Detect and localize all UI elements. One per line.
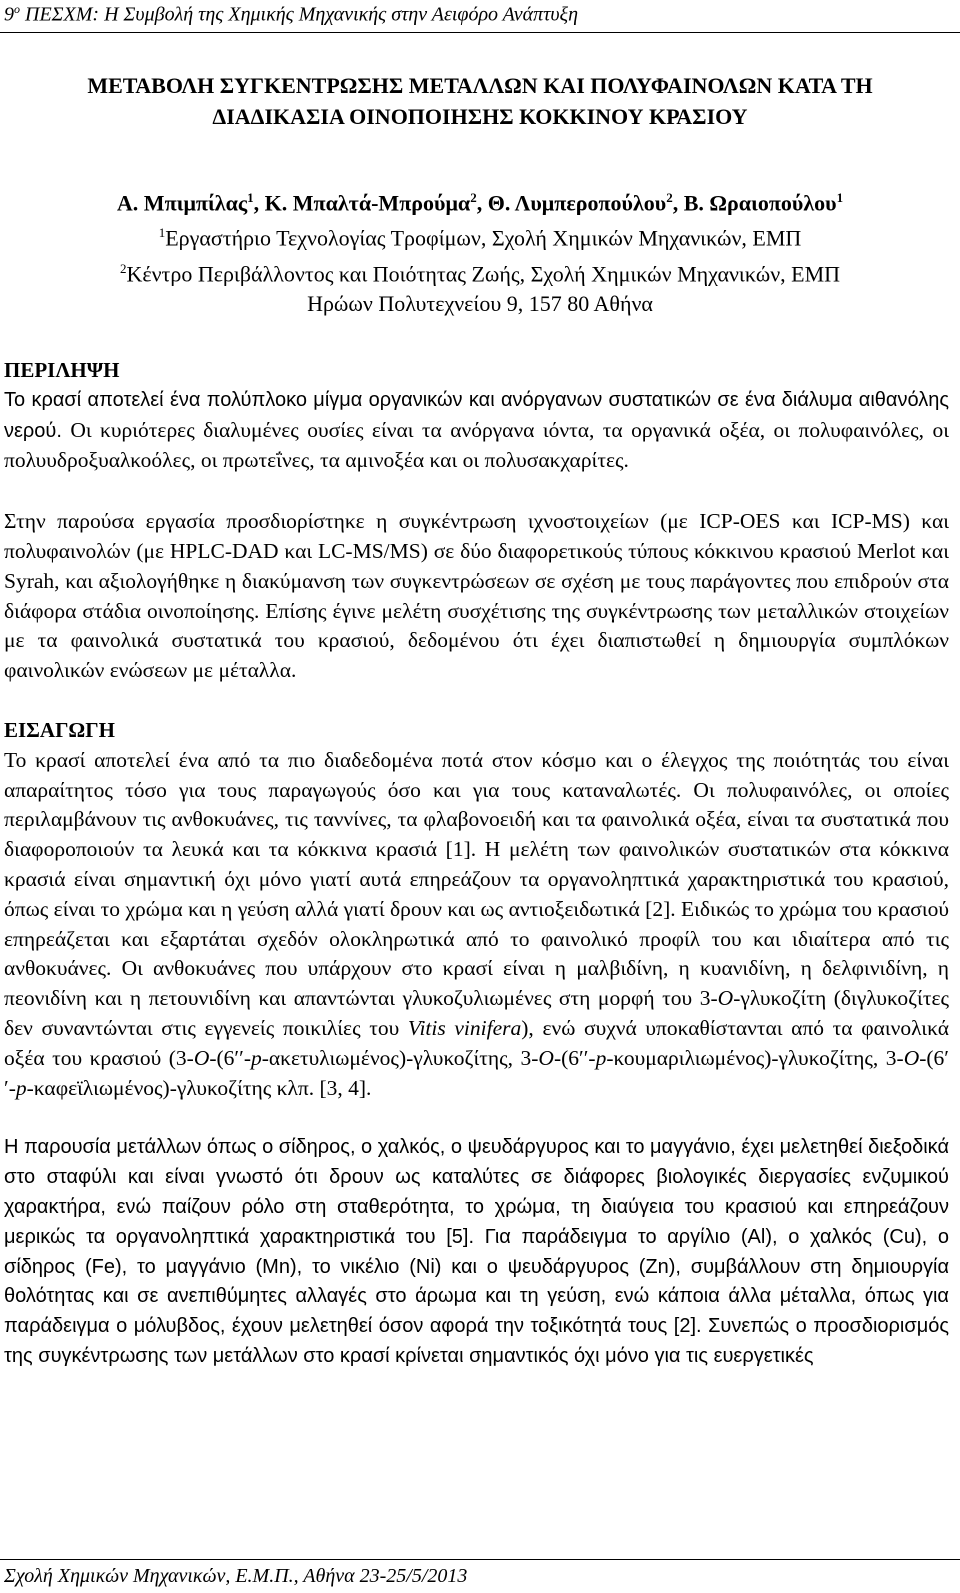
italic-o-1: O: [717, 986, 734, 1011]
italic-p-3: p: [15, 1075, 27, 1100]
author-4: , Β. Ωραιοπούλου: [672, 190, 837, 216]
header-text: ΠΕΣΧΜ: Η Συμβολή της Χημικής Μηχανικής στην Αειφόρο Ανάπτυξη: [20, 3, 579, 26]
footer-divider: [0, 1559, 960, 1560]
intro-p1-b: Οι πολυφαινόλες, οι οποίες περιλαμβάνουν τις ανθοκυάνες, τις ταννίνες, τα φλαβονοειδή και τα φαινολικά οξέα, είναι τα συστατικά που διαφοροποιούν τα λευκά και τα κόκκινα κρασιά [1]. Η μελέτη των φαινολικών συστατικών στα κόκκινα κρασιά είναι σημαντική όχι μόνο γιατί αυτά επηρεάζουν τα οργανοληπτικά χαρακτηριστικά του κρασιού, όπως είναι το χρώμα και η γεύση αλλά γιατί δρουν και ως αντιοξειδωτικά [2]. Ειδικώς το χρώμα του κρασιού επηρεάζεται και εξαρτάται σχεδόν ολοκληρωτικά από το φαινολικό προφίλ του και ιδιαίτερα από τις ανθοκυάνες. Οι ανθοκυάνες που υπάρχουν στο κρασί είναι η μαλβιδίνη, η κυανιδίνη, η δελφινιδίνη, η πεονιδίνη και η πετουνιδίνη και απαντώνται γλυκοζυλιωμένες στη μορφή του 3-: [4, 777, 949, 1011]
intro-p1-h: -κουμαριλιωμένος)-γλυκοζίτης, 3-: [606, 1045, 904, 1070]
affiliation-2-text: Κέντρο Περιβάλλοντος και Ποιότητας Ζωής, Σχολή Χημικών Μηχανικών, ΕΜΠ: [126, 260, 841, 286]
species-name: Vitis vinifera: [407, 1015, 522, 1040]
italic-o-3: O: [538, 1045, 554, 1070]
intro-p1-f: -ακετυλιωμένος)-γλυκοζίτης, 3-: [261, 1045, 539, 1070]
italic-o-2: O: [193, 1045, 210, 1070]
intro-p1-e: -(6′′-: [209, 1045, 251, 1070]
running-header: [4, 2, 578, 27]
title-line-2: ΔΙΑΔΙΚΑΣΙΑ ΟΙΝΟΠΟΙΗΣΗΣ ΚΟΚΚΙΝΟΥ ΚΡΑΣΙΟΥ: [212, 104, 748, 129]
author-3: , Θ. Λυμπεροπούλου: [476, 190, 667, 216]
running-footer: Σχολή Χημικών Μηχανικών, Ε.Μ.Π., Αθήνα 23-25/5/2013: [4, 1565, 468, 1587]
address: Ηρώων Πολυτεχνείου 9, 157 80 Αθήνα: [307, 290, 653, 316]
author-2: , Κ. Μπαλτά-Μπρούμα: [253, 190, 471, 216]
intro-p1-j: -καφεϊλιωμένος)-γλυκοζίτης κλπ. [3, 4].: [26, 1075, 372, 1100]
intro-p1-a: Το κρασί αποτελεί ένα από τα πιο διαδεδομένα ποτά στον κόσμο και ο έλεγχος της ποιότητάς του είναι απαραίτητος τόσο για τους παραγωγούς όσο και για τους καταναλωτές.: [4, 747, 949, 802]
author-4-affiliation: 1: [836, 190, 844, 205]
paper-body: [4, 356, 949, 1372]
paragraph-gap: [4, 686, 949, 716]
italic-p-2: p: [595, 1045, 607, 1070]
title-line-1: ΜΕΤΑΒΟΛΗ ΣΥΓΚΕΝΤΡΩΣΗΣ ΜΕΤΑΛΛΩΝ ΚΑΙ ΠΟΛΥΦΑΙΝΟΛΩΝ ΚΑΤΑ ΤΗ: [87, 73, 873, 98]
header-number: 9: [4, 3, 14, 26]
paragraph-gap: [4, 477, 949, 507]
header-divider: [0, 32, 960, 33]
abstract-paragraph-1: [4, 386, 949, 477]
affiliation-2-marker: 2: [119, 260, 127, 276]
paragraph-gap: [4, 1103, 949, 1133]
affiliation-2: [0, 254, 960, 289]
intro-p1-g: -(6′′-: [553, 1045, 596, 1070]
introduction-paragraph-2: Η παρουσία μετάλλων όπως ο σίδηρος, ο χαλκός, ο ψευδάργυρος και το μαγγάνιο, έχει μελετηθεί διεξοδικά στο σταφύλι και είναι γνωστό ότι δρουν ως καταλύτες σε διάφορες βιολογικές διεργασίες ενζυμικού χαρακτήρα, ενώ παίζουν ρόλο στη σταθερότητα, το χρώμα, τη διαύγεια του κρασιού και επηρεάζουν μερικώς τα οργανοληπτικά χαρακτηριστικά του [5]. Για παράδειγμα το αργίλιο (Al), ο χαλκός (Cu), ο σίδηρος (Fe), το μαγγάνιο (Mn), το νικέλιο (Ni) και ο ψευδάργυρος (Zn), συμβάλλουν στη δημιουργία θολότητας και σε ανεπιθύμητες αλλαγές στο άρωμα και τη γεύση, ενώ κάποια άλλα μέταλλα, όπως για παράδειγμα ο μόλυβδος, έχουν μελετηθεί όσον αφορά την τοξικότητά τους [2]. Συνεπώς ο προσδιορισμός της συγκέντρωσης των μετάλλων στο κρασί κρίνεται σημαντικός όχι μόνο για τις ευεργετικές: [4, 1136, 949, 1367]
author-1: Α. Μπιμπίλας: [116, 190, 248, 216]
italic-o-4: O: [903, 1045, 920, 1070]
header-ordinal: ο: [14, 2, 20, 16]
abstract-p1-sans: Το κρασί αποτελεί ένα πολύπλοκο μίγμα οργανικών και ανόργανων συστατικών σε ένα διάλυμα αιθανόλης νερού.: [4, 388, 949, 442]
author-names: [0, 183, 960, 218]
italic-p-1: p: [250, 1045, 262, 1070]
author-2-affiliation: 2: [470, 190, 477, 205]
introduction-paragraph-1: [4, 746, 949, 1104]
introduction-heading: ΕΙΣΑΓΩΓΗ: [4, 717, 115, 742]
author-3-affiliation: 2: [666, 190, 673, 205]
abstract-heading: ΠΕΡΙΛΗΨΗ: [4, 358, 120, 382]
intro-p1-d: ), ενώ συχνά υποκαθίστανται από τα φαινολικά οξέα του κρασιού (3-: [4, 1015, 949, 1070]
abstract-p1-serif: Οι κυριότερες διαλυμένες ουσίες είναι τα ανόργανα ιόντα, τα οργανικά οξέα, οι πολυφαινόλες, οι πολυυδροξυαλκοόλες, οι πρωτεΐνες, τα αμινοξέα και οι πολυσακχαρίτες.: [4, 417, 949, 473]
abstract-paragraph-2: [4, 507, 949, 686]
affiliation-1-marker: 1: [158, 225, 166, 241]
abstract-p2-part-b: Επίσης έγινε μελέτη συσχέτισης της συγκέντρωσης των μεταλλικών στοιχείων με τα φαινολικά συστατικά του κρασιού, δεδομένου ότι έχει διαπιστωθεί η δημιουργία συμπλόκων φαινολικών ενώσεων με μέταλλα.: [4, 598, 949, 683]
abstract-p2-part-a: Στην παρούσα εργασία προσδιορίστηκε η συγκέντρωση ιχνοστοιχείων (με ICP-OES και ICP-MS) και πολυφαινολών (με HPLC-DAD και LC-MS/MS) σε δύο διαφορετικούς τύπους κόκκινου κρασιού Merlot και Syrah, και αξιολογήθηκε η διακύμανση των συγκεντρώσεων σε σχέση με τους παράγοντες που επιδρούν στα διάφορα στάδια οινοποίησης.: [4, 509, 949, 623]
paper-title: [0, 70, 960, 132]
affiliation-1: [0, 218, 960, 253]
intro-p1-i: -(6′′-: [4, 1045, 949, 1100]
intro-p1-c: -γλυκοζίτη (διγλυκοζίτες δεν συναντώνται στις εγγενείς ποικιλίες του: [4, 986, 950, 1040]
affiliation-1-text: Εργαστήριο Τεχνολογίας Τροφίμων, Σχολή Χημικών Μηχανικών, ΕΜΠ: [165, 225, 802, 251]
author-block: [0, 183, 960, 319]
author-1-affiliation: 1: [247, 190, 254, 205]
